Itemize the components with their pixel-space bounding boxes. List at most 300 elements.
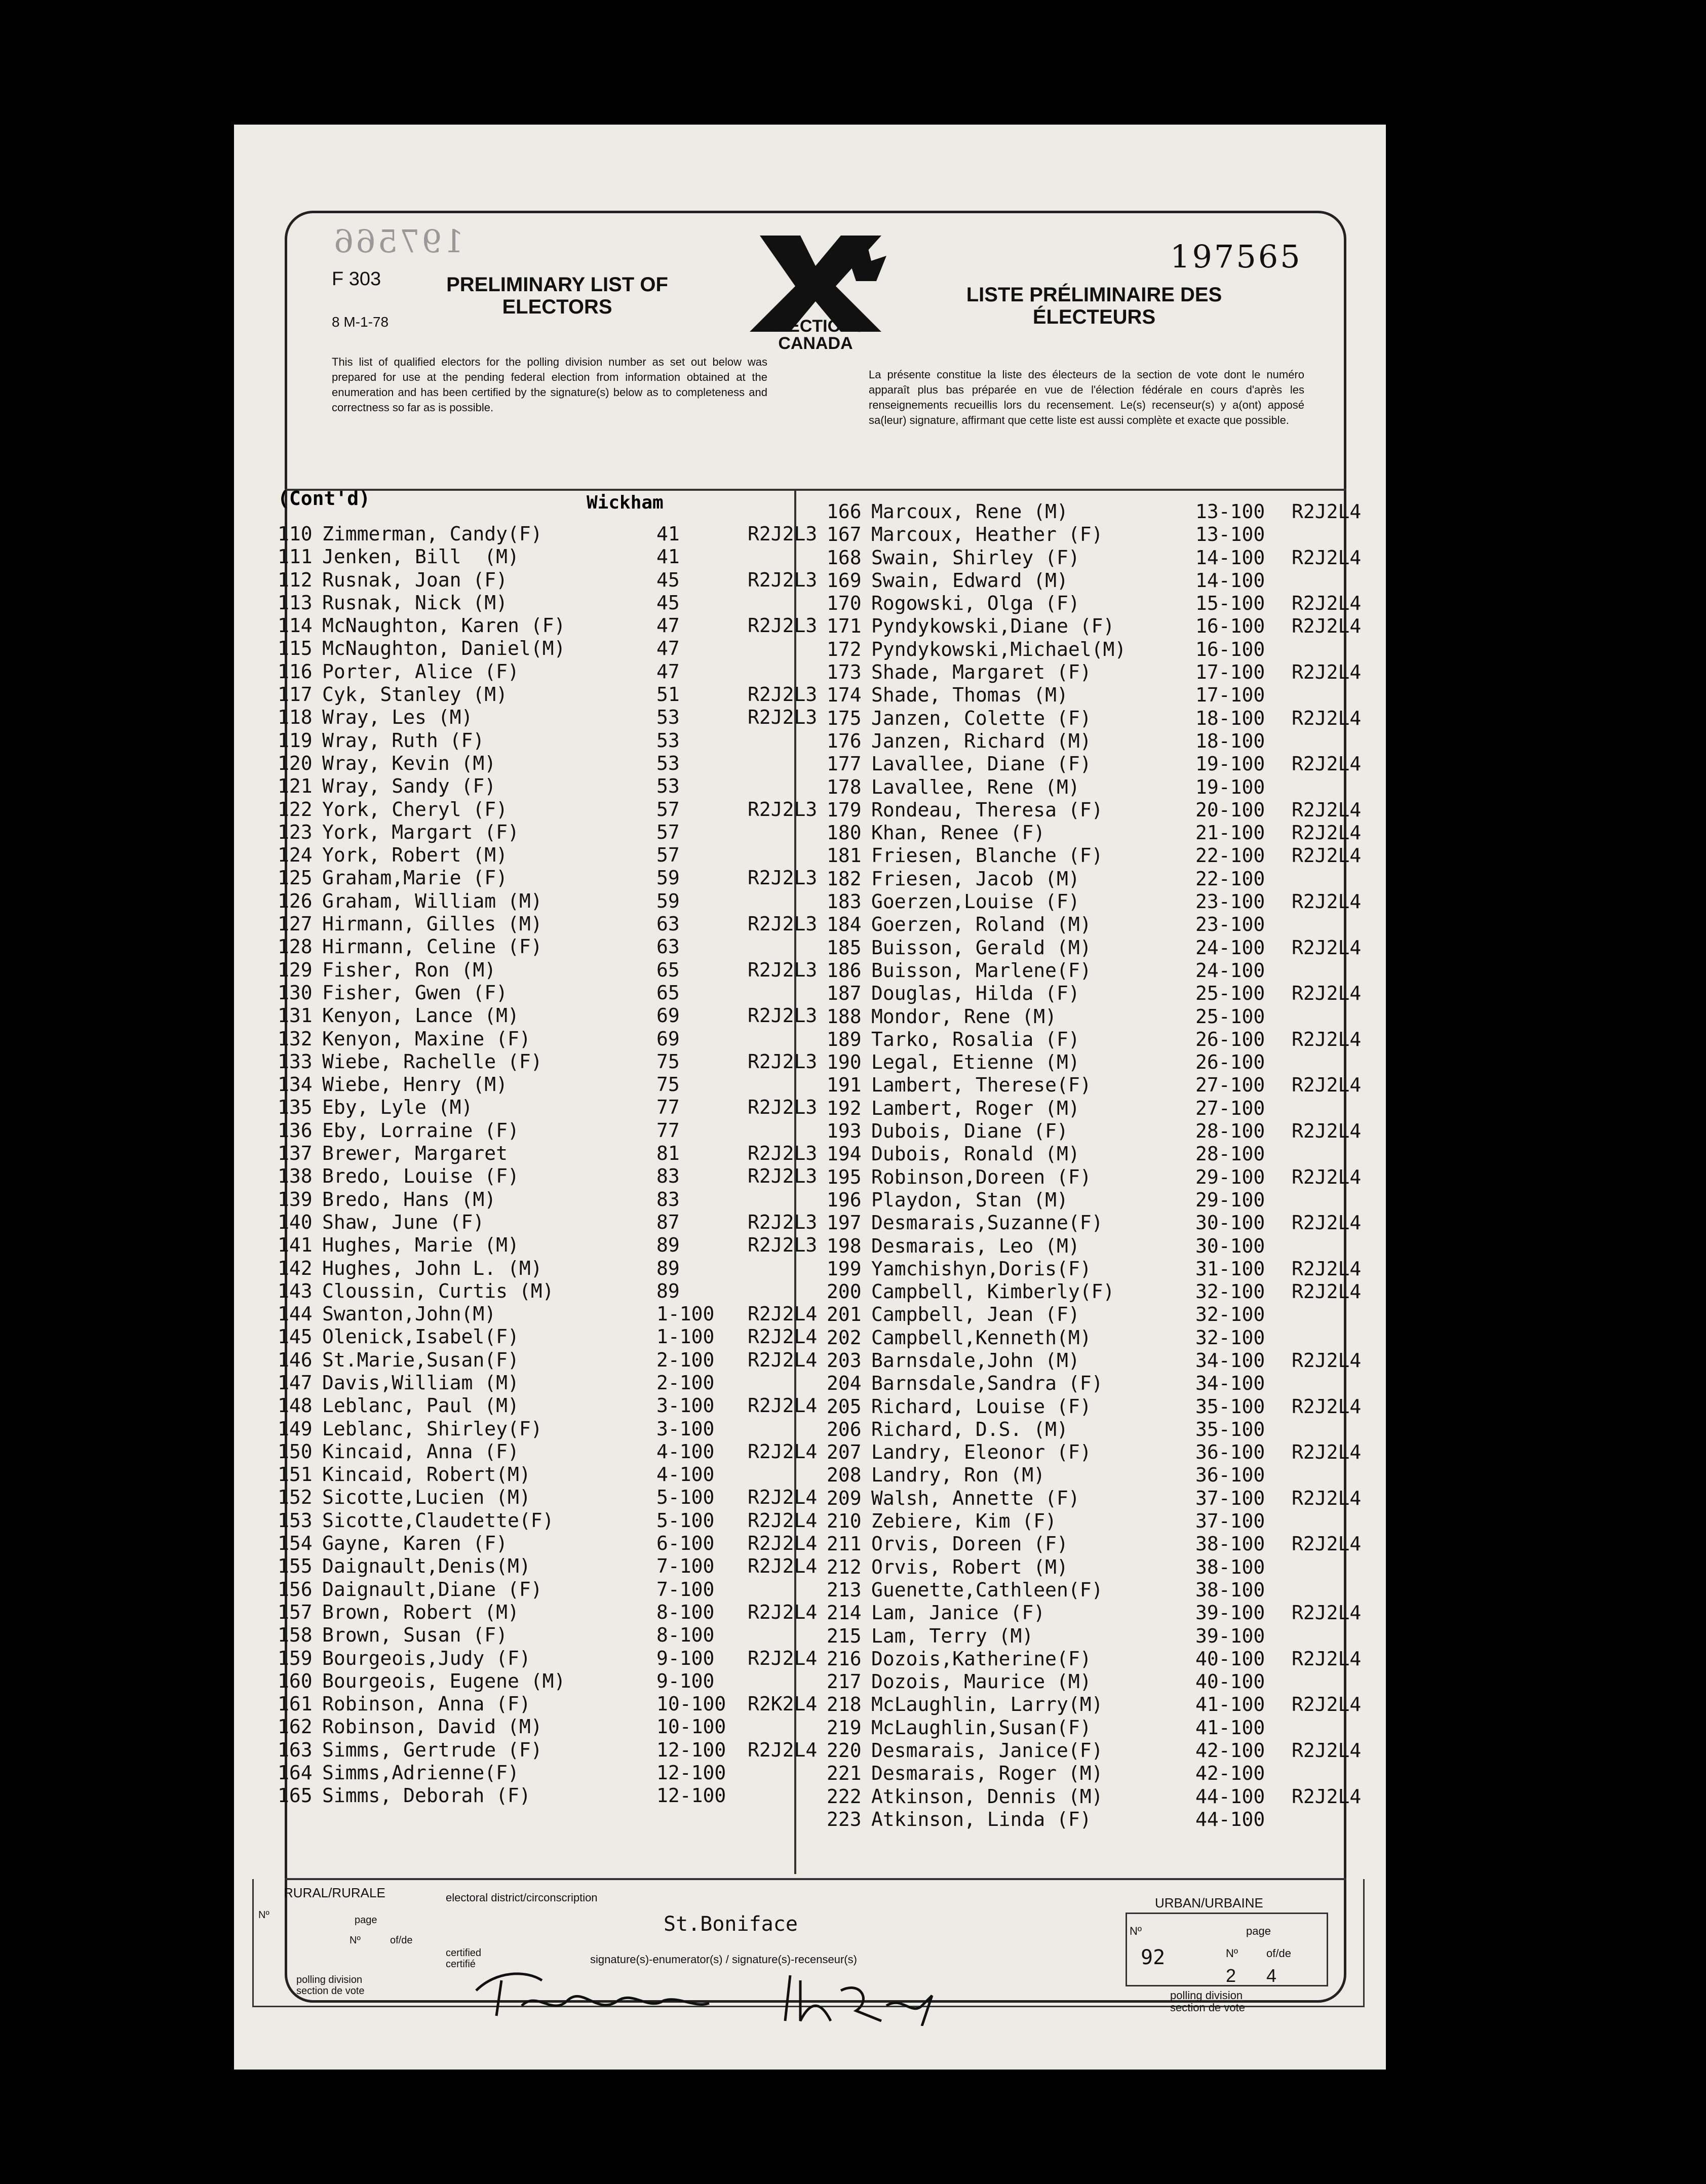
elector-row [827,1005,1378,1028]
elector-name: Swanton,John(M) [322,1303,496,1325]
elector-postal-code: R2J2L3 [748,614,818,637]
elector-postal-code: R2J2L4 [1292,1739,1362,1762]
elector-row [827,1464,1378,1487]
elector-number: 143 [278,1279,313,1302]
elector-name: Landry, Ron (M) [871,1464,1045,1487]
elector-number: 147 [278,1371,313,1394]
elector-postal-code: R2J2L4 [1292,1395,1362,1418]
elector-postal-code: R2J2L4 [1292,1074,1362,1097]
elector-number: 135 [278,1096,313,1119]
elector-poll: 57 [656,821,680,843]
elector-postal-code: R2J2L4 [1292,1212,1362,1234]
elector-name: McNaughton, Daniel(M) [322,637,566,660]
elector-poll: 87 [656,1211,680,1233]
elector-number: 113 [278,591,313,614]
elector-postal-code [1292,638,1378,661]
elector-poll: 1-100 [656,1303,715,1325]
elector-poll: 40-100 [1195,1647,1265,1670]
elector-row [827,890,1378,913]
elector-row [827,982,1378,1005]
elector-name: Campbell,Kenneth(M) [871,1326,1092,1349]
elector-name: Zimmerman, Candy(F) [322,523,542,545]
elector-row [827,1510,1378,1533]
elector-row [278,1211,834,1234]
elector-number: 184 [827,913,862,936]
elector-poll: 4-100 [656,1463,715,1486]
signature-label: signature(s)-enumerator(s) / signature(s)-recenseur(s) [590,1953,857,1966]
elector-postal-code [1292,1143,1378,1165]
elector-poll: 8-100 [656,1601,715,1623]
elector-name: Richard, D.S. (M) [871,1418,1068,1440]
elector-postal-code [748,1188,834,1211]
elector-row [278,637,834,660]
elector-row [827,1212,1378,1234]
elector-name: Wiebe, Henry (M) [322,1073,508,1096]
elector-poll: 29-100 [1195,1188,1265,1211]
elector-number: 111 [278,545,313,568]
elector-name: Guenette,Cathleen(F) [871,1578,1103,1601]
elector-postal-code [748,982,834,1004]
elector-row [827,1785,1378,1808]
elector-poll: 32-100 [1195,1280,1265,1303]
elector-name: Walsh, Annette (F) [871,1487,1080,1509]
elector-row [278,798,834,821]
elector-name: Hirmann, Gilles (M) [322,913,542,935]
elector-name: Shade, Thomas (M) [871,684,1068,707]
elector-row [827,1648,1378,1670]
elector-row [278,1119,834,1142]
elector-poll: 30-100 [1195,1212,1265,1234]
elector-poll: 41-100 [1195,1716,1265,1739]
elector-name: Atkinson, Linda (F) [871,1808,1092,1830]
elector-name: Buisson, Gerald (M) [871,936,1092,959]
polldiv-l-fr: section de vote [296,1985,365,1997]
elector-postal-code: R2J2L4 [748,1486,818,1509]
elector-postal-code [1292,1579,1378,1602]
elector-name: Wray, Les (M) [322,706,473,729]
elector-poll: 34-100 [1195,1349,1265,1372]
elector-poll: 24-100 [1195,959,1265,982]
elector-number: 168 [827,546,862,569]
elector-postal-code [1292,1097,1378,1120]
elector-postal-code [748,660,834,683]
elector-number: 169 [827,569,862,592]
elector-number: 129 [278,958,313,981]
elector-poll: 22-100 [1195,844,1265,867]
elector-number: 210 [827,1510,862,1533]
elector-postal-code: R2J2L4 [748,1647,818,1669]
elector-number: 203 [827,1349,862,1372]
elector-number: 189 [827,1028,862,1050]
elector-name: Bourgeois,Judy (F) [322,1647,531,1669]
elector-name: Friesen, Blanche (F) [871,844,1103,867]
elector-postal-code: R2J2L4 [748,1509,818,1532]
elector-poll: 38-100 [1195,1578,1265,1601]
elector-row [278,1073,834,1096]
elector-name: Sicotte,Lucien (M) [322,1486,531,1509]
elector-poll: 35-100 [1195,1395,1265,1418]
elector-poll: 59 [656,889,680,912]
logo-text-2: CANADA [778,334,853,352]
elector-postal-code: R2K2L4 [748,1693,818,1715]
elector-row [827,1670,1378,1693]
elector-poll: 89 [656,1234,680,1257]
elector-name: Eby, Lorraine (F) [322,1119,519,1142]
elector-number: 221 [827,1762,862,1785]
elector-number: 220 [827,1739,862,1762]
elector-row [827,661,1378,684]
elector-poll: 9-100 [656,1647,715,1669]
elector-postal-code [1292,1327,1378,1349]
elector-number: 193 [827,1120,862,1143]
elector-name: St.Marie,Susan(F) [322,1348,519,1371]
elector-poll: 30-100 [1195,1234,1265,1257]
elector-number: 222 [827,1785,862,1808]
elector-row [827,1602,1378,1624]
elector-number: 209 [827,1487,862,1509]
elector-poll: 19-100 [1195,753,1265,775]
elector-postal-code: R2J2L3 [748,1234,818,1257]
elector-poll: 7-100 [656,1578,715,1601]
elector-row [827,1625,1378,1648]
elector-row [827,523,1378,546]
elector-name: Lavallee, Rene (M) [871,775,1080,798]
elector-postal-code [748,890,834,913]
elector-poll: 24-100 [1195,936,1265,959]
elector-name: Barnsdale,Sandra (F) [871,1372,1103,1395]
elector-number: 166 [827,500,862,523]
elector-number: 162 [278,1715,313,1738]
elector-number: 133 [278,1050,313,1073]
elector-number: 132 [278,1027,313,1050]
elector-name: Dozois, Maurice (M) [871,1670,1092,1693]
elector-row [827,1579,1378,1602]
elector-poll: 41 [656,545,680,568]
elector-poll: 40-100 [1195,1670,1265,1693]
elector-number: 201 [827,1303,862,1326]
elector-poll: 45 [656,568,680,591]
elector-postal-code [1292,1372,1378,1395]
elector-number: 120 [278,752,313,774]
elector-name: Lambert, Therese(F) [871,1074,1092,1097]
elector-poll: 12-100 [656,1784,726,1807]
urban-of-label: of/de [1266,1947,1291,1960]
elector-number: 187 [827,982,862,1005]
elector-name: Mondor, Rene (M) [871,1005,1057,1028]
elector-row [827,592,1378,615]
elector-row [278,1624,834,1647]
elector-poll: 63 [656,913,680,935]
elector-row [827,1189,1378,1212]
elector-postal-code: R2J2L3 [748,523,818,545]
elector-number: 188 [827,1005,862,1028]
elector-number: 176 [827,729,862,752]
elector-number: 217 [827,1670,862,1693]
rural-no-label: Nº [258,1909,269,1921]
elector-postal-code: R2J2L4 [748,1303,818,1325]
elector-poll: 34-100 [1195,1372,1265,1395]
elector-number: 170 [827,592,862,615]
elector-row [827,1762,1378,1785]
elector-number: 164 [278,1762,313,1784]
elector-name: Graham, William (M) [322,889,542,912]
elector-name: Fisher, Ron (M) [322,958,496,981]
elector-row [278,752,834,775]
elector-postal-code: R2J2L4 [748,1348,818,1371]
elector-name: Campbell, Jean (F) [871,1303,1080,1326]
elector-postal-code: R2J2L4 [1292,661,1362,684]
elector-poll: 41 [656,523,680,545]
elector-number: 142 [278,1257,313,1279]
elector-row [278,1555,834,1578]
elector-postal-code [748,1578,834,1601]
elector-name: Rusnak, Joan (F) [322,568,508,591]
elector-number: 186 [827,959,862,982]
elector-postal-code: R2J2L4 [748,1440,818,1463]
elector-poll: 32-100 [1195,1303,1265,1326]
elector-postal-code [748,935,834,958]
elector-poll: 47 [656,660,680,683]
elector-poll: 18-100 [1195,707,1265,729]
elector-number: 179 [827,798,862,821]
elector-name: McLaughlin, Larry(M) [871,1693,1103,1716]
elector-row [827,547,1378,569]
elector-row [278,1715,834,1738]
elector-postal-code: R2J2L4 [1292,1487,1362,1509]
elector-postal-code: R2J2L3 [748,867,818,889]
elector-row [827,1074,1378,1097]
elector-poll: 32-100 [1195,1326,1265,1349]
elector-postal-code [1292,1464,1378,1487]
elector-poll: 12-100 [656,1738,726,1761]
elector-postal-code [1292,1303,1378,1326]
elector-row [827,1097,1378,1120]
elector-name: York, Robert (M) [322,844,508,867]
elector-postal-code: R2J2L4 [1292,1647,1362,1670]
elector-poll: 6-100 [656,1532,715,1555]
elector-poll: 89 [656,1257,680,1279]
elector-poll: 10-100 [656,1693,726,1715]
elector-row [827,1143,1378,1165]
elector-poll: 17-100 [1195,684,1265,707]
elector-postal-code [748,1372,834,1394]
elector-postal-code [748,1418,834,1440]
title-english [441,274,674,318]
elector-row [827,707,1378,730]
elector-row [278,545,834,568]
elector-row [278,775,834,798]
elector-row [278,1372,834,1394]
elector-poll: 25-100 [1195,1005,1265,1028]
elector-postal-code [748,1624,834,1647]
elector-postal-code [748,844,834,867]
elector-number: 163 [278,1738,313,1761]
elector-row [278,1394,834,1417]
elector-row [278,1784,834,1807]
elector-poll: 39-100 [1195,1624,1265,1647]
elector-poll: 28-100 [1195,1120,1265,1143]
elector-postal-code: R2J2L3 [748,1211,818,1233]
elector-name: Simms, Deborah (F) [322,1784,531,1807]
elector-postal-code: R2J2L4 [748,1394,818,1417]
elector-poll: 75 [656,1073,680,1096]
elector-name: Rondeau, Theresa (F) [871,798,1103,821]
elector-poll: 39-100 [1195,1602,1265,1624]
elector-name: Lavallee, Diane (F) [871,753,1092,775]
elector-postal-code: R2J2L4 [1292,753,1362,775]
elector-name: Goerzen, Roland (M) [871,913,1092,936]
elector-name: Rogowski, Olga (F) [871,592,1080,615]
elector-row [827,638,1378,661]
elector-postal-code: R2J2L4 [1292,1602,1362,1624]
title-fr-line1: LISTE PRÉLIMINAIRE DES [966,284,1222,306]
elector-name: Richard, Louise (F) [871,1395,1092,1418]
elector-name: Leblanc, Paul (M) [322,1394,519,1417]
elector-number: 206 [827,1418,862,1440]
elector-postal-code: R2J2L3 [748,958,818,981]
elector-poll: 59 [656,867,680,889]
elector-row [827,1556,1378,1579]
elector-row [827,1441,1378,1464]
elector-name: Playdon, Stan (M) [871,1188,1068,1211]
elector-postal-code: R2J2L4 [1292,1257,1362,1280]
elector-row [278,1234,834,1257]
form-date: 8 M-1-78 [332,314,389,330]
elector-number: 155 [278,1555,313,1578]
elector-number: 214 [827,1602,862,1624]
elector-name: Simms, Gertrude (F) [322,1738,542,1761]
elector-postal-code [748,637,834,660]
elector-postal-code [1292,1670,1378,1693]
elector-row [278,1693,834,1715]
elector-number: 215 [827,1624,862,1647]
elector-number: 146 [278,1348,313,1371]
elector-poll: 3-100 [656,1417,715,1440]
elector-row [278,614,834,637]
elector-number: 199 [827,1257,862,1280]
elector-row [278,729,834,752]
page-number: 2 [1226,1965,1236,1986]
elector-number: 131 [278,1004,313,1027]
elector-number: 136 [278,1119,313,1142]
elector-number: 183 [827,890,862,913]
elector-number: 194 [827,1143,862,1165]
elector-poll: 31-100 [1195,1257,1265,1280]
elector-postal-code: R2J2L4 [1292,1533,1362,1555]
elector-poll: 77 [656,1096,680,1119]
elector-name: Eby, Lyle (M) [322,1096,473,1119]
elector-number: 110 [278,523,313,545]
elector-row [827,1235,1378,1258]
elector-row [278,1440,834,1463]
elector-poll: 26-100 [1195,1028,1265,1050]
elector-name: Hughes, Marie (M) [322,1234,519,1257]
elector-poll: 21-100 [1195,822,1265,844]
elector-postal-code [748,752,834,775]
elector-name: McLaughlin,Susan(F) [871,1716,1092,1739]
elector-name: Hughes, John L. (M) [322,1257,542,1279]
elector-poll: 53 [656,729,680,752]
elector-row [827,822,1378,844]
elector-postal-code: R2J2L3 [748,1165,818,1188]
elector-row [827,1349,1378,1372]
elector-poll: 45 [656,591,680,614]
elector-poll: 5-100 [656,1509,715,1532]
elector-postal-code: R2J2L4 [748,1555,818,1578]
elector-postal-code: R2J2L4 [748,1601,818,1623]
elector-poll: 28-100 [1195,1143,1265,1165]
elector-row [827,1120,1378,1143]
elector-postal-code [1292,523,1378,546]
rural-no2-label: Nº [350,1935,361,1946]
title-fr-line2: ÉLECTEURS [1032,306,1156,328]
elector-postal-code [1292,1625,1378,1648]
elector-poll: 29-100 [1195,1165,1265,1188]
elector-number: 167 [827,523,862,546]
elector-row [278,1509,834,1532]
urban-label: URBAN/URBAINE [1155,1895,1263,1910]
elector-postal-code [748,1784,834,1807]
elector-row [278,1762,834,1784]
continued-label: (Cont'd) [278,487,371,510]
elector-number: 173 [827,661,862,684]
elector-poll: 47 [656,637,680,660]
elector-number: 223 [827,1808,862,1830]
title-en-line2: ELECTORS [502,296,612,318]
elector-name: Brown, Susan (F) [322,1624,508,1647]
elector-number: 153 [278,1509,313,1532]
elector-row [278,523,834,545]
elector-postal-code: R2J2L4 [1292,1120,1362,1143]
elector-number: 125 [278,867,313,889]
elector-poll: 38-100 [1195,1555,1265,1578]
elector-row [827,1418,1378,1441]
elector-postal-code [1292,959,1378,982]
elector-number: 174 [827,684,862,707]
elector-postal-code: R2J2L4 [1292,936,1362,959]
logo-text-1: ELECTIONS [766,317,865,336]
elector-postal-code: R2J2L4 [1292,1165,1362,1188]
polling-division-label-left [296,1974,365,1997]
elector-postal-code [1292,1189,1378,1212]
elector-postal-code [1292,868,1378,890]
elector-poll: 20-100 [1195,798,1265,821]
elector-postal-code [1292,1235,1378,1258]
elector-postal-code: R2J2L4 [1292,890,1362,913]
elector-name: Dozois,Katherine(F) [871,1647,1092,1670]
elector-number: 165 [278,1784,313,1807]
elector-poll: 36-100 [1195,1464,1265,1487]
elector-number: 137 [278,1142,313,1165]
elector-number: 121 [278,775,313,798]
ghost-serial-number: 197566 [332,223,464,260]
elector-postal-code: R2J2L4 [1292,822,1362,844]
elector-name: Rusnak, Nick (M) [322,591,508,614]
elector-postal-code: R2J2L4 [1292,798,1362,821]
elector-poll: 77 [656,1119,680,1142]
elector-number: 208 [827,1464,862,1487]
elector-poll: 1-100 [656,1325,715,1348]
elector-name: Jenken, Bill (M) [322,545,519,568]
elector-postal-code: R2J2L4 [1292,1349,1362,1372]
elector-row [278,1325,834,1348]
elector-name: McNaughton, Karen (F) [322,614,566,637]
elector-poll: 44-100 [1195,1808,1265,1830]
elector-poll: 16-100 [1195,615,1265,638]
elector-row [827,1280,1378,1303]
elector-number: 154 [278,1532,313,1555]
elector-row [278,1142,834,1165]
